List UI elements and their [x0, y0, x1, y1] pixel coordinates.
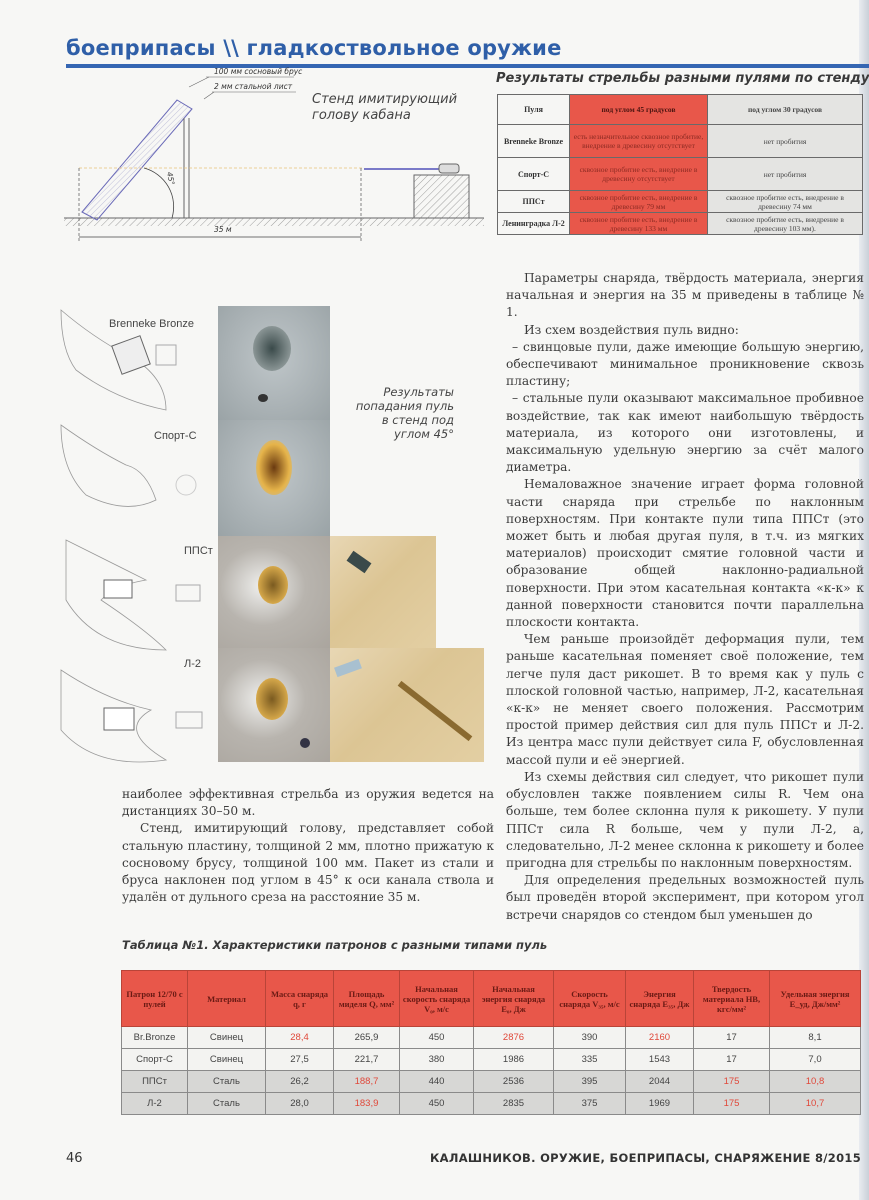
paragraph: Параметры снаряда, твёрдость материала, энергия начальная и энергия на 35 м приведены в таблице № 1.: [506, 271, 864, 320]
cell: 395: [554, 1071, 626, 1093]
th-e35: Энергия снаряда E₃₅, Дж: [626, 971, 694, 1027]
cell-45deg: сквозное пробитие есть, внедрение в древесину 133 мм: [570, 213, 708, 235]
photo-brenneke-impact: [218, 306, 330, 420]
cell: Свинец: [188, 1027, 266, 1049]
label-distance: 35 м: [214, 225, 232, 234]
header-30deg: под углом 30 градусов: [708, 95, 863, 125]
cell: 375: [554, 1093, 626, 1115]
photo-ppst-wood: [330, 536, 436, 648]
label-steel-sheet: 2 мм стальной лист: [214, 82, 293, 91]
cell-bullet: Спорт-С: [498, 158, 570, 191]
cell: Спорт-С: [122, 1049, 188, 1071]
photo-label-sport-c: Спорт-С: [154, 430, 197, 442]
photo-l2-impact: [218, 648, 330, 762]
caption-line: Результаты: [383, 385, 454, 399]
bullet-impact-sketches-icon: [56, 300, 216, 780]
cell: ППСт: [122, 1071, 188, 1093]
cell: 175: [694, 1071, 770, 1093]
cell: 2536: [474, 1071, 554, 1093]
diagram-caption: [312, 92, 457, 124]
paragraph: Из схем воздействия пуль видно:: [524, 322, 739, 337]
paragraph: Для определения предельных возможностей пуль был проведён второй эксперимент, при котором угол встречи снарядов со стендом был уменьшен до: [506, 873, 864, 922]
th-specific-energy: Удельная энергия E_уд, Дж/мм²: [770, 971, 861, 1027]
th-area: Площадь миделя Q, мм²: [334, 971, 400, 1027]
cell: 10,7: [770, 1093, 861, 1115]
table1: [121, 970, 861, 1115]
cell: 27,5: [266, 1049, 334, 1071]
table1-title: Таблица №1. Характеристики патронов с разными типами пуль: [122, 938, 548, 952]
cell: 390: [554, 1027, 626, 1049]
table-row: [498, 158, 863, 191]
cell: 2835: [474, 1093, 554, 1115]
cell-45deg: сквозное пробитие есть, внедрение в древесину отсутствует: [570, 158, 708, 191]
cell: 26,2: [266, 1071, 334, 1093]
table-row: [122, 1093, 861, 1115]
cell: 2876: [474, 1027, 554, 1049]
table1-header: [122, 971, 861, 1027]
paragraph: – стальные пули оказывают максимальное пробивное воздействие, так как имеют наибольшую твёрдость материала, из которого они изготовлены, и максимальную удельную энергию за счёт малого диаметра.: [506, 391, 864, 475]
magazine-title: КАЛАШНИКОВ. ОРУЖИЕ, БОЕПРИПАСЫ, СНАРЯЖЕНИЕ 8/2015: [429, 1151, 861, 1165]
results-table-header: [498, 95, 863, 125]
th-v0: Начальная скорость снаряда V₀, м/с: [400, 971, 474, 1027]
diagram-caption-line: Стенд имитирующий: [312, 92, 458, 107]
cell: 221,7: [334, 1049, 400, 1071]
cell-45deg: сквозное пробитие есть, внедрение в древесину 79 мм: [570, 191, 708, 213]
caption-line: углом 45°: [394, 427, 454, 441]
cell: 1543: [626, 1049, 694, 1071]
cell: 380: [400, 1049, 474, 1071]
diagram-caption-line: голову кабана: [312, 108, 411, 123]
cell: 450: [400, 1093, 474, 1115]
cell: Свинец: [188, 1049, 266, 1071]
cell: 28,0: [266, 1093, 334, 1115]
cell-30deg: сквозное пробитие есть, внедрение в древесину 74 мм: [708, 191, 863, 213]
label-angle: 45°: [165, 171, 177, 186]
cell: 2044: [626, 1071, 694, 1093]
table-row: [122, 1049, 861, 1071]
cell-30deg: нет пробития: [708, 158, 863, 191]
cell: 335: [554, 1049, 626, 1071]
paragraph: наиболее эффективная стрельба из оружия ведется на дистанциях 30–50 м.: [122, 787, 494, 819]
table-row: [498, 213, 863, 235]
cell-30deg: сквозное пробитие есть, внедрение в древесину 103 мм).: [708, 213, 863, 235]
cell: 7,0: [770, 1049, 861, 1071]
cell-45deg: есть незначительное сквозное пробитие, внедрение в древесину отсутствует: [570, 125, 708, 158]
th-mass: Масса снаряда q, г: [266, 971, 334, 1027]
cell-bullet: Brenneke Bronze: [498, 125, 570, 158]
cell: Сталь: [188, 1093, 266, 1115]
photo-label-brenneke: Brenneke Bronze: [109, 318, 194, 330]
header-45deg: под углом 45 градусов: [570, 95, 708, 125]
results-table: [497, 94, 863, 235]
cell: 28,4: [266, 1027, 334, 1049]
header-bullet: Пуля: [498, 95, 570, 125]
cell-bullet: ППСт: [498, 191, 570, 213]
impact-photos: [56, 300, 516, 780]
cell: 440: [400, 1071, 474, 1093]
cell: 1986: [474, 1049, 554, 1071]
right-column-text: [506, 270, 864, 924]
cell: 2160: [626, 1027, 694, 1049]
caption-line: попадания пуль: [355, 399, 454, 413]
caption-line: в стенд под: [381, 413, 454, 427]
cell: 188,7: [334, 1071, 400, 1093]
th-hardness: Твердость материала HB, кгс/мм²: [694, 971, 770, 1027]
th-v35: Скорость снаряда V₃₅, м/с: [554, 971, 626, 1027]
table-row: [498, 125, 863, 158]
title-rule: [66, 64, 869, 68]
cell: 17: [694, 1049, 770, 1071]
photos-caption: [354, 385, 454, 441]
table-row: [122, 1027, 861, 1049]
paragraph: Стенд, имитирующий голову, представляет собой стальную пластину, толщиной 2 мм, плотно прижатую к сосновому брусу, толщиной 100 мм. Пакет из стали и бруса наклонен под углом в 45° к оси канала ствола и удалён от дульного среза на расстояние 35 м.: [122, 821, 494, 905]
photo-l2-wood: [330, 648, 484, 762]
th-e0: Начальная энергия снаряда E₀, Дж: [474, 971, 554, 1027]
cell: Сталь: [188, 1071, 266, 1093]
section-title: боеприпасы \\ гладкоствольное оружие: [66, 36, 562, 60]
cell: 265,9: [334, 1027, 400, 1049]
table-row: [498, 191, 863, 213]
cell: 17: [694, 1027, 770, 1049]
photo-sport-c-impact: [218, 420, 330, 536]
th-material: Материал: [188, 971, 266, 1027]
paragraph: Чем раньше произойдёт деформация пули, тем раньше касательная поменяет своё положение, тем легче пуля даст рикошет. В то время как у пуль с плоской головной частью, например, Л-2, касательная «к-к» не меняет своего положения. Рассмотрим простой пример действия сил для пуль ППСт и Л-2. Из центра масс пули действует сила F, обусловленная массой пули и её энергией.: [506, 632, 864, 767]
cell: 8,1: [770, 1027, 861, 1049]
cell: 10,8: [770, 1071, 861, 1093]
cell-bullet: Ленинградка Л-2: [498, 213, 570, 235]
photo-label-l2: Л-2: [184, 658, 201, 670]
cell: Br.Bronze: [122, 1027, 188, 1049]
paragraph: – свинцовые пули, даже имеющие большую энергию, обеспечивают минимальное проникновение сквозь пластину;: [506, 339, 864, 389]
page-number: 46: [66, 1151, 83, 1166]
paragraph: Немаловажное значение играет форма головной части снаряда при стрельбе по наклонным поверхностям. При контакте пули типа ППСт (это может быть и любая другая пуля, в т.ч. из мягких материалов) происходит смятие головной части и образование общей наклонно-радиальной поверхности. При этом касательная контакта «к-к» к данной поверхности становится почти параллельна плоскости контакта.: [506, 477, 864, 630]
cell: 175: [694, 1093, 770, 1115]
photo-ppst-impact: [218, 536, 330, 648]
paragraph: Из схемы действия сил следует, что рикошет пули обусловлен также появлением силы R. Чем она больше, тем более склонна пуля к рикошету. У пули ППСт сила R больше, чем у пули Л-2, а, следовательно, Л-2 менее склонна к рикошету и более пригодна для стрельбы по наклонным поверхностям.: [506, 769, 864, 870]
label-wood-beam: 100 мм сосновый брус: [214, 67, 303, 76]
left-column-text: [122, 786, 494, 906]
th-cartridge: Патрон 12/70 с пулей: [122, 971, 188, 1027]
cell: Л-2: [122, 1093, 188, 1115]
cell: 183,9: [334, 1093, 400, 1115]
cell: 450: [400, 1027, 474, 1049]
results-table-title: Результаты стрельбы разными пулями по стенду: [496, 71, 869, 86]
cell-30deg: нет пробития: [708, 125, 863, 158]
photo-label-ppst: ППСт: [184, 545, 213, 557]
cell: 1969: [626, 1093, 694, 1115]
table-row: [122, 1071, 861, 1093]
